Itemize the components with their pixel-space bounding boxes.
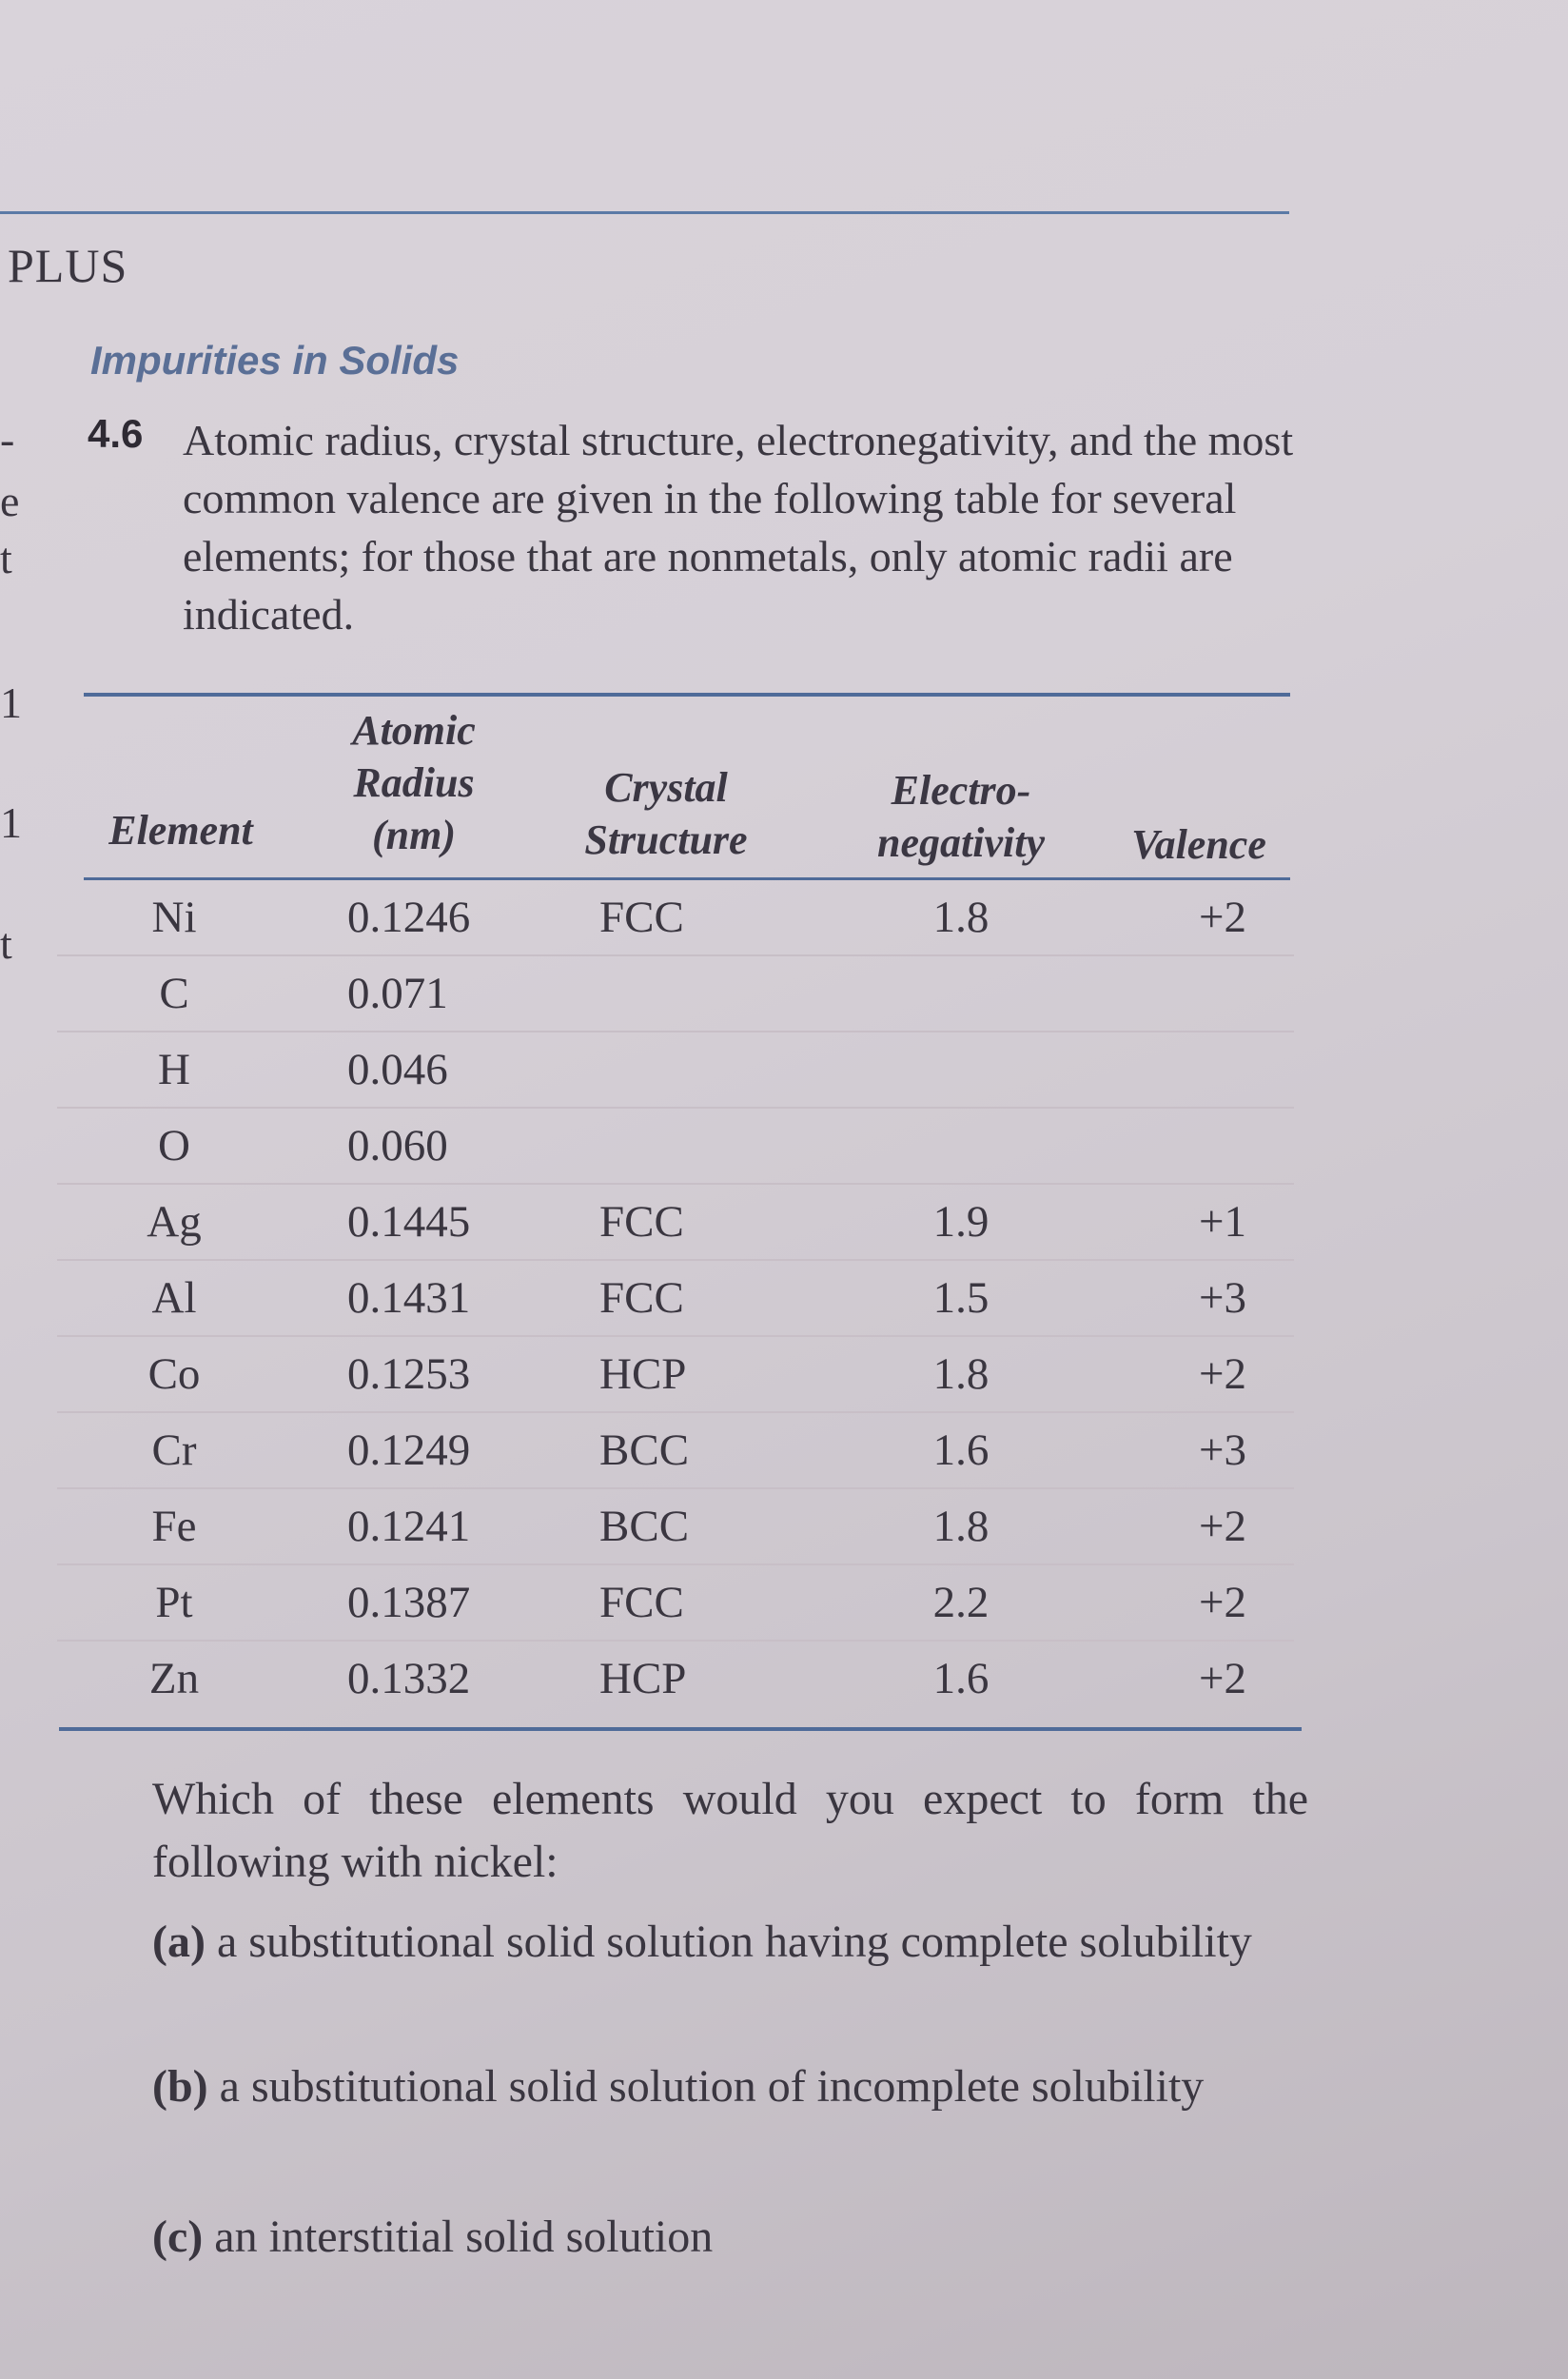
question-part-b [152, 2055, 1308, 2118]
electronegativity-cell: 1.8 [932, 1349, 990, 1399]
radius-cell: 0.046 [347, 1045, 448, 1094]
valence-cell: +3 [1198, 1425, 1246, 1475]
table-top-rule [84, 693, 1290, 697]
electronegativity-cell: 2.2 [932, 1578, 990, 1627]
subsection-title: Impurities in Solids [90, 338, 460, 383]
table-row [57, 1185, 1294, 1261]
top-rule [0, 211, 1289, 214]
valence-cell: +2 [1198, 1349, 1246, 1399]
part-text: a substitutional solid solution having complete solubility [216, 1917, 1252, 1967]
question-part-c [152, 2206, 1308, 2269]
table-row [57, 956, 1294, 1032]
valence-cell: +3 [1198, 1273, 1246, 1323]
table-row [57, 1642, 1294, 1718]
radius-cell: 0.1246 [347, 893, 471, 942]
table-bottom-rule [59, 1727, 1302, 1731]
element-cell: Al [151, 1273, 197, 1323]
electronegativity-cell: 1.6 [932, 1425, 990, 1475]
electronegativity-cell: 1.8 [932, 893, 990, 942]
table-row [57, 1032, 1294, 1109]
element-cell: Fe [151, 1502, 197, 1551]
header-electronegativity-line-1: Electro- [891, 767, 1031, 814]
electronegativity-cell: 1.6 [932, 1654, 990, 1703]
radius-cell: 0.1253 [347, 1349, 471, 1399]
question-part-a [152, 1911, 1308, 1974]
radius-cell: 0.1332 [347, 1654, 471, 1703]
element-cell: Cr [151, 1425, 197, 1475]
valence-cell: +2 [1198, 1654, 1246, 1703]
element-cell: C [159, 969, 189, 1018]
question-intro: Which of these elements would you expect to form the following with nickel: [152, 1774, 1308, 1887]
radius-cell: 0.1249 [347, 1425, 471, 1475]
header-structure-line-1: Crystal [604, 764, 728, 811]
part-text: a substitutional solid solution of incomplete solubility [219, 2061, 1205, 2112]
header-radius-line-2: Radius [353, 759, 475, 806]
element-cell: H [158, 1045, 190, 1094]
radius-cell: 0.071 [347, 969, 448, 1018]
element-cell: Pt [155, 1578, 193, 1627]
radius-cell: 0.1387 [347, 1578, 471, 1627]
header-structure-line-2: Structure [584, 816, 748, 863]
table-row [57, 1337, 1294, 1413]
margin-mark: - [0, 415, 15, 463]
structure-cell: FCC [599, 1273, 684, 1323]
problem-number: 4.6 [88, 411, 144, 456]
margin-mark: t [0, 919, 12, 968]
header-radius-line-3: (nm) [372, 812, 456, 858]
table-row [57, 1489, 1294, 1565]
radius-cell: 0.1241 [347, 1502, 471, 1551]
element-cell: O [158, 1121, 190, 1170]
header-electronegativity-line-2: negativity [877, 819, 1045, 866]
structure-cell: BCC [599, 1425, 690, 1475]
part-text: an interstitial solid solution [214, 2212, 714, 2262]
margin-mark: e [0, 477, 20, 525]
structure-cell: FCC [599, 1197, 684, 1247]
electronegativity-cell: 1.9 [932, 1197, 990, 1247]
margin-mark: t [0, 534, 12, 582]
structure-cell: HCP [599, 1654, 687, 1703]
header-element: Element [108, 807, 253, 854]
table-row [57, 1261, 1294, 1337]
header-radius-line-1: Atomic [352, 707, 476, 754]
element-cell: Co [147, 1349, 201, 1399]
element-cell: Ni [151, 893, 197, 942]
element-cell: Ag [147, 1197, 202, 1247]
structure-cell: FCC [599, 893, 684, 942]
part-label: (a) [152, 1917, 217, 1967]
margin-mark: 1 [0, 678, 22, 727]
part-label: (b) [152, 2061, 220, 2112]
structure-cell: FCC [599, 1578, 684, 1627]
table-row [57, 1109, 1294, 1185]
valence-cell: +2 [1198, 893, 1246, 942]
radius-cell: 0.1431 [347, 1273, 471, 1323]
table-row [57, 1565, 1294, 1642]
radius-cell: 0.060 [347, 1121, 448, 1170]
element-cell: Zn [148, 1654, 200, 1703]
electronegativity-cell: 1.5 [932, 1273, 990, 1323]
table-row [57, 1413, 1294, 1489]
margin-mark: 1 [0, 798, 22, 847]
valence-cell: +2 [1198, 1502, 1246, 1551]
problem-text: Atomic radius, crystal structure, electronegativity, and the most common valence are given in the following table for several elements; for those that are nonmetals, only atomic radii are indicated. [183, 416, 1294, 639]
structure-cell: HCP [599, 1349, 687, 1399]
section-header: PLUS [8, 239, 128, 292]
valence-cell: +2 [1198, 1578, 1246, 1627]
part-label: (c) [152, 2212, 215, 2262]
structure-cell: BCC [599, 1502, 690, 1551]
table-row [57, 880, 1294, 956]
valence-cell: +1 [1198, 1197, 1246, 1247]
electronegativity-cell: 1.8 [932, 1502, 990, 1551]
radius-cell: 0.1445 [347, 1197, 471, 1247]
header-valence: Valence [1131, 821, 1266, 868]
